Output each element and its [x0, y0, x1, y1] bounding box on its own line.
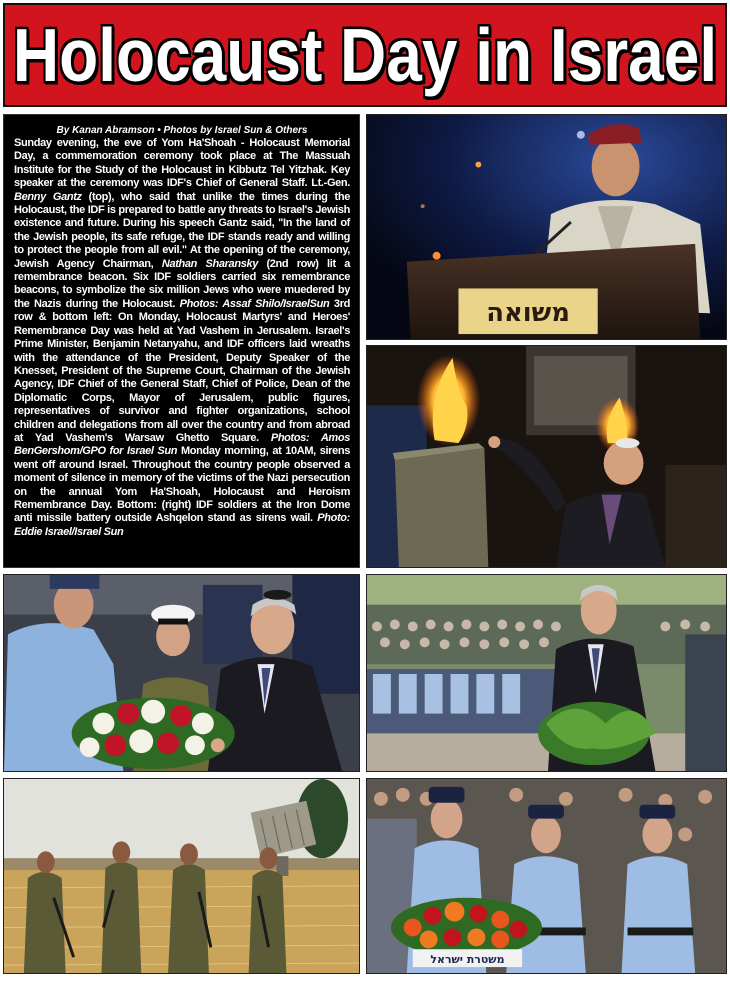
photo-sharansky-beacon [366, 345, 727, 568]
article-body [14, 137, 350, 539]
article-para-3: Monday morning, at 10AM, sirens went off around Israel. Throughout the country people observed a moment of silence in memory of the victims of the Nazi persecution on the annual Yom Ha'Shoah, Holocaust and Heroism Remembrance Day. Bottom: (right) IDF soldiers at the Iron Dome anti missile battery outside Ashqelon stand as sirens wail. [14, 445, 351, 525]
name-gantz: Benny Gantz [14, 190, 82, 203]
article-para-1b: (top), who said that unlike the times during the Holocaust, the IDF is prepared to battle any threats to Israel's Jewish existence and future. During his speech Gantz said, "In the land of the Jewish people, its safe refuge, the IDF stands ready and willing to protect the people from all evil." At the opening of the ceremony, Jewish Agency Chairman, [14, 190, 350, 270]
photo-police-wreath [366, 778, 727, 974]
page-title: Holocaust Day in Israel [12, 12, 718, 98]
photo-credit-1: Photos: Assaf Shilo/IsraelSun [179, 297, 330, 310]
article-para-2: 3rd row & bottom left: On Monday, Holocaust Martyrs' and Heroes' Remembrance Day was held at Yad Vashem in Jerusalem. Israel's Prime Minister, Benjamin Netanyahu, and IDF officers laid wreaths with the attendance of the President, Deputy Speaker of the Knesset, President of the Supreme Court, Chairman of the Jewish Agency, IDF Chief of the General Staff, Chief of Police, Dean of the Diplomatic Corps, Mayor of Jerusalem, public figures, representatives of survivor and fighter organizations, school children and delegations from all over the country and from abroad at Yad Vashem's Warsaw Ghetto Square. [14, 297, 350, 444]
photo-credit-2: Photos: Amos BenGershom/GPO for Israel Sun [14, 431, 351, 458]
article-para-1a: Sunday evening, the eve of Yom Ha'Shoah - Holocaust Memorial Day, a commemoration ceremony took place at The Massuah Institute for the Study of the Holocaust in Kibbutz Tel Yitzhak. Key speaker at the ceremony was IDF's Chief of General Staff. Lt.-Gen. [14, 137, 350, 190]
photo-soldiers-iron-dome [3, 778, 360, 974]
name-sharansky: Nathan Sharansky [161, 257, 258, 270]
wreath-ribbon-text: משטרת ישראל [430, 953, 505, 967]
photo-credit-3: Photo: Eddie Israel/Israel Sun [14, 512, 350, 538]
photo-crowd-ceremony [366, 574, 727, 772]
article-para-1c: (2nd row) lit a remembrance beacon. Six IDF soldiers carried six remembrance beacons, to symbolize the six million Jews who were muedered by the Nazis during the Holocaust. [14, 257, 350, 310]
byline: By Kanan Abramson • Photos by Israel Sun & Others [56, 125, 308, 136]
article-text-box [3, 114, 360, 568]
headline-banner [3, 3, 727, 107]
photo-netanyahu-wreath [3, 574, 360, 772]
photo-gantz-podium [366, 114, 727, 340]
podium-sign: משואה [486, 298, 570, 329]
